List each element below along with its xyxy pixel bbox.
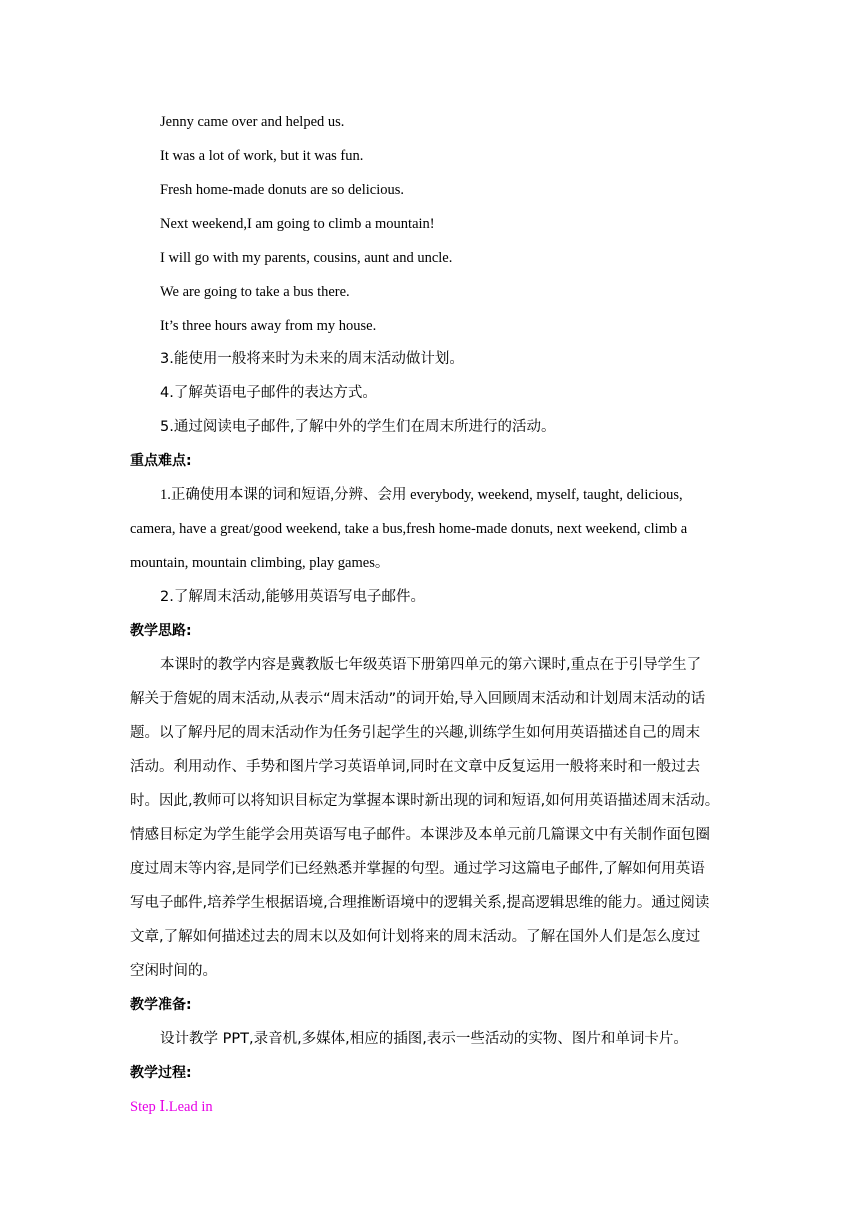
step-heading: Step Ⅰ.Lead in [130,1099,213,1115]
text-line: It was a lot of work, but it was fun. [160,148,364,164]
paragraph-line: 文章,了解如何描述过去的周末以及如何计划将来的周末活动。了解在国外人们是怎么度过 [130,929,701,945]
text-line: I will go with my parents, cousins, aunt and uncle. [160,250,453,266]
text-line: It’s three hours away from my house. [160,318,377,334]
text-line: We are going to take a bus there. [160,284,350,300]
text-line: Fresh home-made donuts are so delicious. [160,182,405,198]
preparation-text: 设计教学 PPT,录音机,多媒体,相应的插图,表示一些活动的实物、图片和单词卡片。 [160,1031,688,1047]
paragraph-line: 空闲时间的。 [130,963,217,979]
key-point-1-cont: mountain, mountain climbing, play games。 [130,555,390,571]
objective-3: 3.能使用一般将来时为未来的周末活动做计划。 [160,351,464,367]
paragraph-line: 活动。利用动作、手势和图片学习英语单词,同时在文章中反复运用一般将来时和一般过去 [130,759,701,775]
text-line: Next weekend,I am going to climb a mountain! [160,216,435,232]
section-heading-teaching-ideas: 教学思路: [130,623,192,639]
section-heading-process: 教学过程: [130,1065,192,1081]
paragraph-line: 本课时的教学内容是冀教版七年级英语下册第四单元的第六课时,重点在于引导学生了 [160,657,702,673]
paragraph-line: 写电子邮件,培养学生根据语境,合理推断语境中的逻辑关系,提高逻辑思维的能力。通过阅读 [130,895,710,911]
paragraph-line: 题。以了解丹尼的周末活动作为任务引起学生的兴趣,训练学生如何用英语描述自己的周末 [130,725,701,741]
objective-5: 5.通过阅读电子邮件,了解中外的学生们在周末所进行的活动。 [160,419,556,435]
key-point-2: 2.了解周末活动,能够用英语写电子邮件。 [160,589,425,605]
key-point-1: 1.正确使用本课的词和短语,分辨、会用 everybody, weekend, myself, taught, delicious, [160,487,683,503]
paragraph-line: 时。因此,教师可以将知识目标定为掌握本课时新出现的词和短语,如何用英语描述周末活动。 [130,793,720,809]
section-heading-key-points: 重点难点: [130,453,192,469]
objective-4: 4.了解英语电子邮件的表达方式。 [160,385,377,401]
paragraph-line: 情感目标定为学生能学会用英语写电子邮件。本课涉及本单元前几篇课文中有关制作面包圈 [130,827,710,843]
key-point-1-cont: camera, have a great/good weekend, take a bus,fresh home-made donuts, next weekend, climb a [130,521,688,537]
text-line: Jenny came over and helped us. [160,114,345,130]
section-heading-preparation: 教学准备: [130,997,192,1013]
paragraph-line: 解关于詹妮的周末活动,从表示“周末活动”的词开始,导入回顾周末活动和计划周末活动的话 [130,691,706,707]
paragraph-line: 度过周末等内容,是同学们已经熟悉并掌握的句型。通过学习这篇电子邮件,了解如何用英语 [130,861,705,877]
